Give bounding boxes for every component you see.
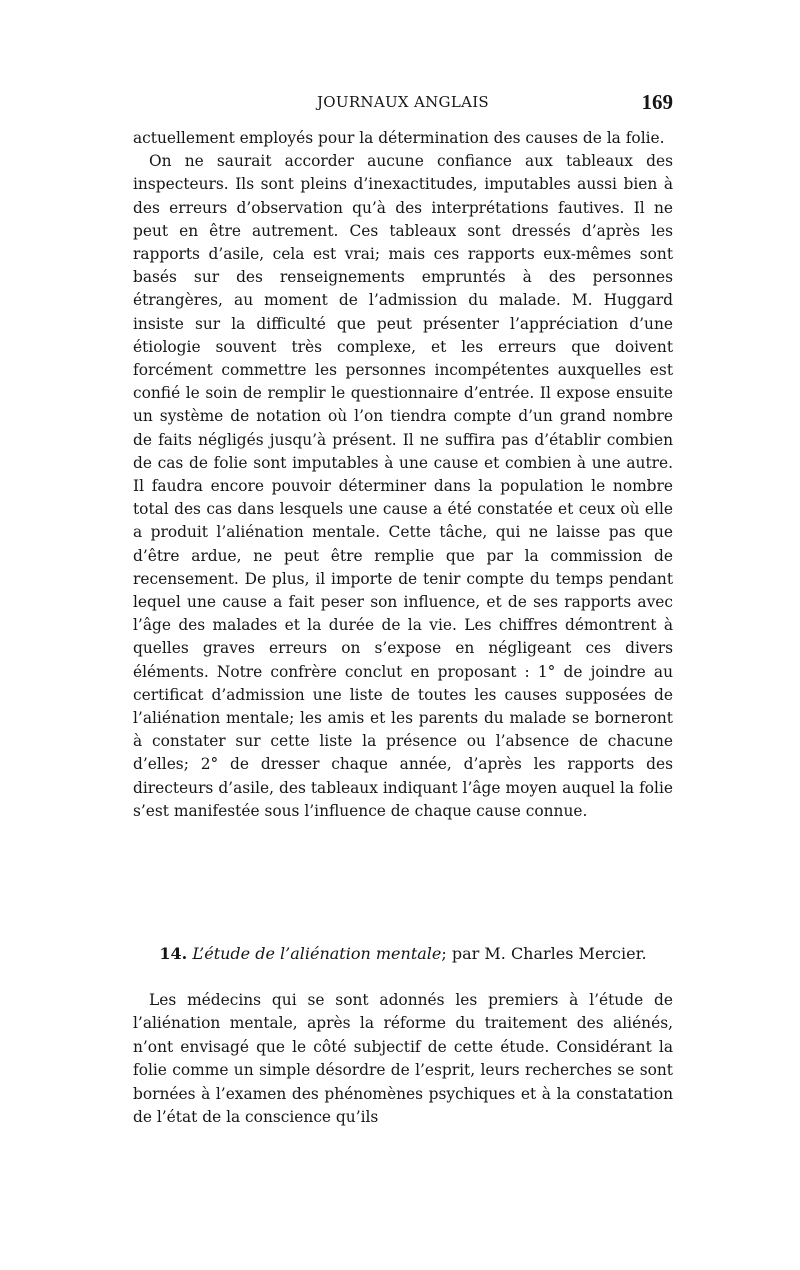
page-number: 169: [641, 90, 673, 114]
section-title: L’étude de l’aliénation mentale: [192, 944, 442, 963]
main-text: [133, 127, 673, 823]
section-author: Charles Mercier.: [510, 944, 647, 963]
section-text: [133, 989, 673, 1129]
section-heading: [133, 942, 673, 966]
running-head: [133, 91, 673, 119]
paragraph-section-intro: Les médecins qui se sont adonnés les premiers à l’étude de l’aliénation mentale, après la réforme du traitement des aliénés, n’ont envisagé que le côté subjectif de cette étude. Considérant la folie comme un simple désordre de l’esprit, leurs recherches se sont bornées à l’examen des phénomènes psychiques et à la constatation de l’état de la conscience qu’ils: [133, 991, 673, 1127]
section-number: 14.: [159, 944, 188, 963]
section-author-prefix: ; par M.: [441, 944, 506, 963]
paragraph-inspectors: On ne saurait accorder aucune confiance aux tableaux des inspecteurs. Ils sont pleins d’inexactitudes, imputables aussi bien à des erreurs d’observation qu’à des interprétations fautives. Il ne peut en être autrement. Ces tableaux sont dressés d’après les rapports d’asile, cela est vrai; mais ces rapports eux-mêmes sont basés sur des renseignements empruntés à des personnes étrangères, au moment de l’admission du malade. M. Huggard insiste sur la difficulté que peut présenter l’appréciation d’une étiologie souvent très complexe, et les erreurs que doivent forcément commettre les personnes incompétentes auxquelles est confié le soin de remplir le questionnaire d’entrée. Il expose ensuite un système de notation où l’on tiendra compte d’un grand nombre de faits négligés jusqu’à présent. Il ne suffira pas d’établir combien de cas de folie sont imputables à une cause et combien à une autre. Il faudra encore pouvoir déterminer dans la population le nombre total des cas dans lesquels une cause a été constatée et ceux où elle a produit l’aliénation mentale. Cette tâche, qui ne laisse pas que d’être ardue, ne peut être remplie que par la commission de recensement. De plus, il importe de tenir compte du temps pendant lequel une cause a fait peser son influence, et de ses rapports avec l’âge des malades et la durée de la vie. Les chiffres démontrent à quelles graves erreurs on s’expose en négligeant ces divers éléments. Notre confrère conclut en proposant : 1° de joindre au certificat d’admission une liste de toutes les causes supposées de l’aliénation mentale; les amis et les parents du malade se borneront à constater sur cette liste la présence ou l’absence de chacune d’elles; 2° de dresser chaque année, d’après les rapports des directeurs d’asile, des tableaux indiquant l’âge moyen auquel la folie s’est manifestée sous l’influence de chaque cause connue.: [133, 152, 673, 820]
running-title: JOURNAUX ANGLAIS: [316, 93, 490, 111]
paragraph-continuation: actuellement employés pour la détermination des causes de la folie.: [133, 129, 665, 147]
